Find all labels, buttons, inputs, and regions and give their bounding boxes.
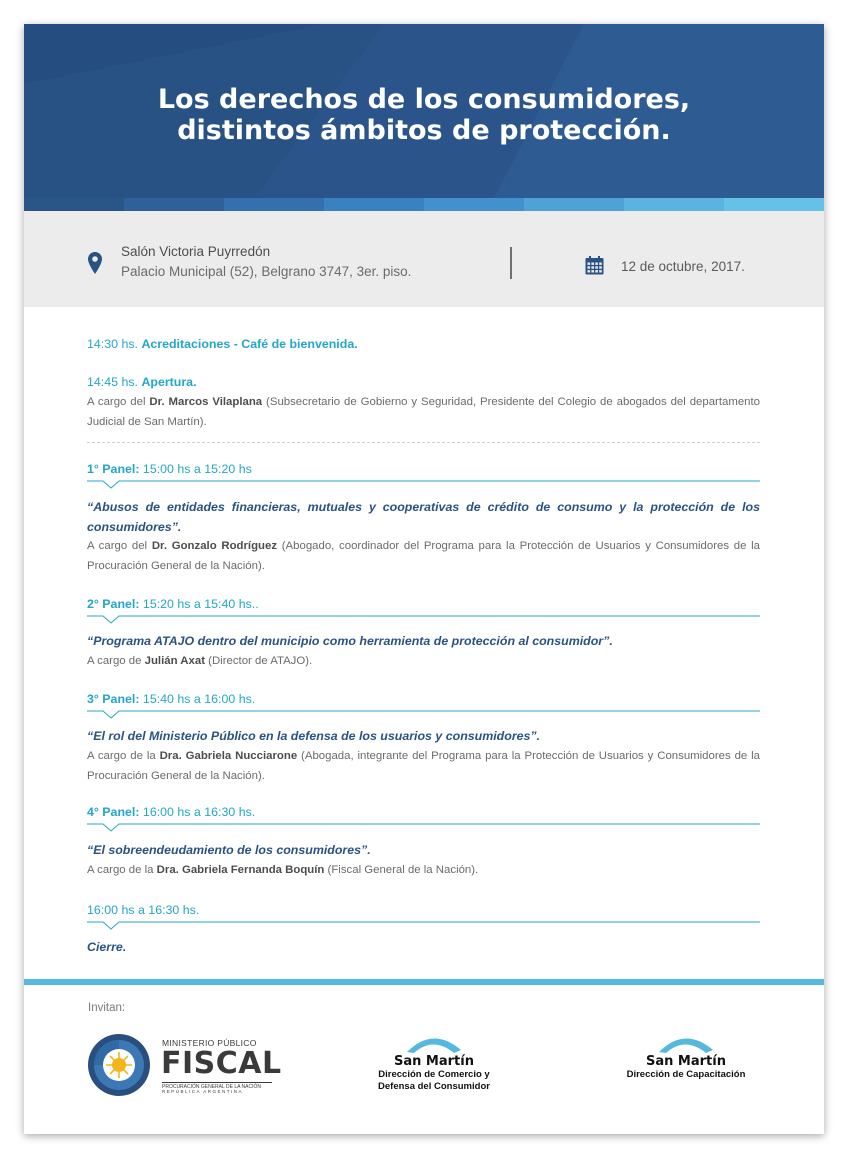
venue-name: Salón Victoria Puyrredón (121, 244, 271, 259)
panel-time: 16:00 hs a 16:30 hs. (139, 805, 256, 819)
speaker-name: Dra. Gabriela Fernanda Boquín (156, 864, 325, 876)
stripe-segment (24, 198, 124, 211)
panel-time: 15:20 hs a 15:40 hs.. (139, 597, 259, 611)
panel-2-title: “Programa ATAJO dentro del municipio como herramienta de protección al consumidor”. (87, 634, 613, 648)
stripe-segment (124, 198, 224, 211)
agenda-time: 14:45 hs. (87, 375, 138, 389)
panel-underline (87, 480, 760, 490)
header-banner (24, 24, 824, 198)
panel-2-header (87, 594, 760, 614)
panel-underline (87, 823, 760, 833)
logo-title: San Martín (394, 1054, 474, 1069)
panel-1-title: “Abusos de entidades financieras, mutuales y cooperativas de crédito de consumo y la protección de los consumidores”. (87, 500, 760, 534)
title-line-2: distintos ámbitos de protección. (177, 115, 671, 146)
speaker-prefix: A cargo del (87, 540, 152, 552)
panel-label: 4° Panel: (87, 805, 140, 819)
logo-subtitle: Defensa del Consumidor (378, 1081, 490, 1092)
logo-ministerio-publico-fiscal (88, 1032, 282, 1098)
agenda-title: Apertura. (141, 375, 197, 389)
flyer (24, 24, 824, 1134)
panel-2-description (87, 651, 760, 671)
speaker-role: (Fiscal General de la Nación). (324, 864, 479, 876)
fiscal-wordmark: FISCAL (161, 1046, 282, 1081)
panel-4-header (87, 802, 760, 822)
panel-label: 1° Panel: (87, 462, 140, 476)
title-line-1: Los derechos de los consumidores, (157, 84, 691, 115)
san-martin-arc-icon (651, 1032, 721, 1054)
panel-4-description (87, 860, 760, 880)
stripe-segment (524, 198, 624, 211)
fiscal-emblem-icon (88, 1034, 150, 1096)
section-divider (87, 442, 760, 443)
info-divider (510, 247, 512, 279)
agenda-item-accreditation (87, 334, 760, 354)
logo-title: San Martín (646, 1054, 726, 1069)
fiscal-subtitle: PROCURACIÓN GENERAL DE LA NACIÓN (162, 1082, 272, 1090)
stripe-segment (224, 198, 324, 211)
color-stripe (24, 198, 824, 211)
panel-label: 3° Panel: (87, 692, 140, 706)
panel-4-title: “El sobreendeudamiento de los consumidores”. (87, 843, 371, 857)
stripe-segment (324, 198, 424, 211)
event-info-band (24, 211, 824, 307)
panel-underline (87, 921, 760, 931)
agenda-time: 14:30 hs. (87, 337, 138, 351)
invitan-label: Invitan: (88, 1002, 126, 1014)
panel-time: 15:00 hs a 15:20 hs (139, 462, 252, 476)
speaker-prefix: A cargo de la (87, 864, 157, 876)
page-title (24, 84, 824, 146)
closing-title: Cierre. (87, 940, 127, 954)
speaker-name: Dr. Gonzalo Rodríguez (151, 540, 278, 552)
fiscal-country: REPÚBLICA ARGENTINA (162, 1089, 244, 1094)
venue-address: Palacio Municipal (52), Belgrano 3747, 3er. piso. (121, 264, 412, 279)
panel-3-header (87, 689, 760, 709)
speaker-role: (Director de ATAJO). (205, 655, 313, 667)
logo-subtitle: Dirección de Capacitación (626, 1069, 746, 1080)
san-martin-arc-icon (399, 1032, 469, 1054)
panel-underline (87, 710, 760, 720)
panel-3-description (87, 746, 760, 786)
panel-time: 15:40 hs a 16:00 hs. (139, 692, 256, 706)
closing-time: 16:00 hs a 16:30 hs. (87, 903, 200, 917)
speaker-prefix: A cargo del (87, 396, 150, 408)
logo-san-martin-comercio (354, 1032, 514, 1093)
speaker-role: (Subsecretario de Gobierno y Seguridad, Presidente del Colegio de abogados del departamento Judicial de San Martín). (87, 396, 760, 428)
speaker-name: Dra. Gabriela Nucciarone (159, 750, 298, 762)
speaker-role: (Abogada, integrante del Programa para la Protección de Usuarios y Consumidores de la Procuración General de la Nación). (87, 750, 760, 782)
speaker-role: (Abogado, coordinador del Programa para la Protección de Usuarios y Consumidores de la Procuración General de la Nación). (87, 540, 760, 572)
fiscal-top-text: MINISTERIO PÚBLICO (162, 1038, 257, 1048)
speaker-prefix: A cargo de la (87, 750, 160, 762)
stripe-segment (424, 198, 524, 211)
calendar-icon (585, 256, 604, 275)
map-pin-icon (88, 252, 102, 274)
speaker-name: Dr. Marcos Vilaplana (149, 396, 263, 408)
event-date: 12 de octubre, 2017. (621, 259, 745, 274)
panel-1-header (87, 459, 760, 479)
panel-1-description (87, 536, 760, 576)
panel-underline (87, 615, 760, 625)
logo-subtitle: Dirección de Comercio y (378, 1069, 490, 1080)
logo-san-martin-capacitacion (606, 1032, 766, 1081)
stripe-segment (724, 198, 824, 211)
agenda-title: Acreditaciones - Café de bienvenida. (141, 337, 358, 351)
panel-3-title: “El rol del Ministerio Público en la defensa de los usuarios y consumidores”. (87, 729, 541, 743)
speaker-name: Julián Axat (144, 655, 205, 667)
panel-label: 2° Panel: (87, 597, 140, 611)
opening-description (87, 392, 760, 432)
agenda-item-opening (87, 372, 760, 392)
footer-bar (24, 979, 824, 985)
stripe-segment (624, 198, 724, 211)
speaker-prefix: A cargo de (87, 655, 145, 667)
